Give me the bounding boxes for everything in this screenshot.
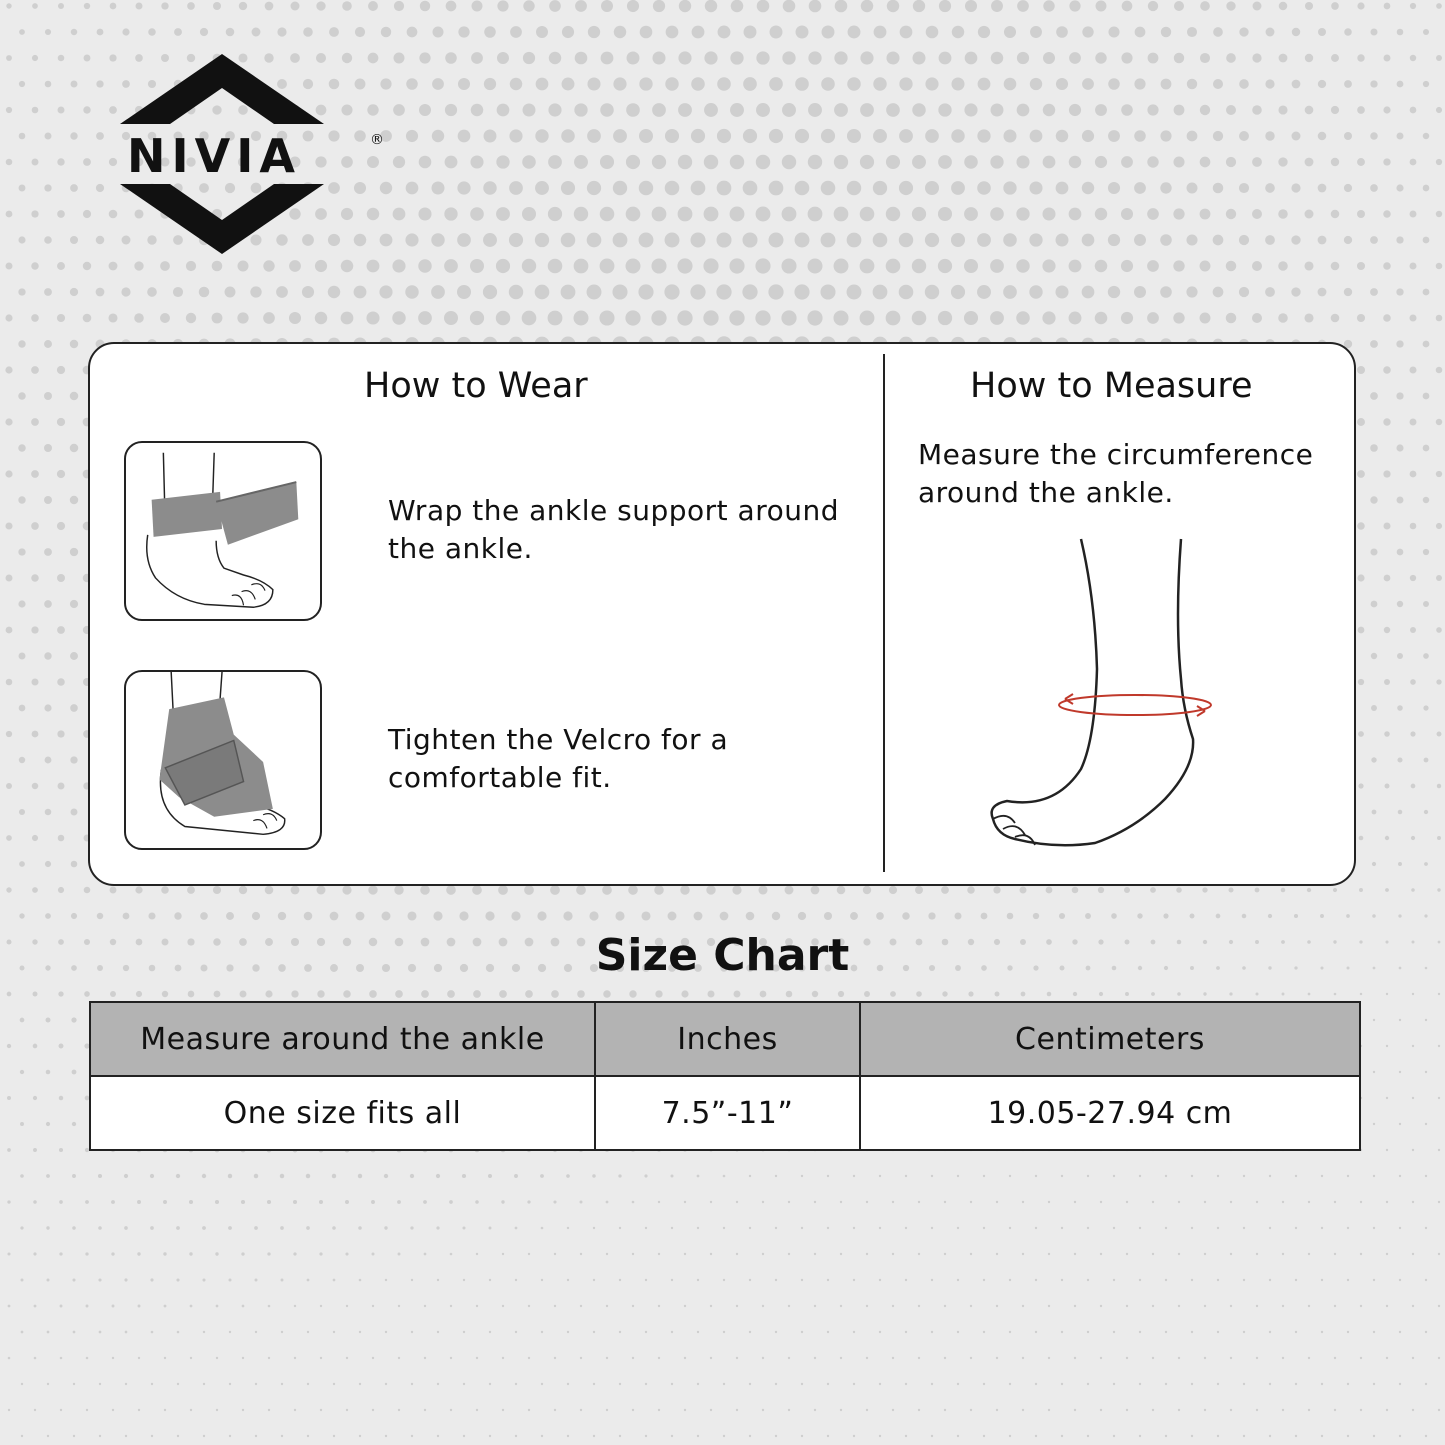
header-centimeters: Centimeters [860, 1002, 1360, 1076]
tighten-velcro-illustration [124, 670, 322, 850]
cell-size: One size fits all [90, 1076, 595, 1150]
table-header-row [90, 1002, 1360, 1076]
size-chart-table [89, 1001, 1361, 1151]
table-row [90, 1076, 1360, 1150]
svg-text:NIVIA: NIVIA [127, 129, 301, 183]
header-inches: Inches [595, 1002, 860, 1076]
cell-inches: 7.5”-11” [595, 1076, 860, 1150]
instructions-card [88, 342, 1356, 886]
wrap-ankle-illustration [124, 441, 322, 621]
step-1-text: Wrap the ankle support around the ankle. [388, 494, 840, 565]
nivia-logo [64, 52, 384, 256]
step-2-text: Tighten the Velcro for a comfortable fit. [388, 723, 729, 794]
cell-centimeters: 19.05-27.94 cm [860, 1076, 1360, 1150]
ankle-measurement-illustration [985, 539, 1225, 859]
header-measure: Measure around the ankle [90, 1002, 595, 1076]
svg-text:®: ® [370, 132, 384, 148]
measure-instruction-text: Measure the circumference around the ankle. [918, 438, 1314, 509]
size-chart-title: Size Chart [595, 930, 850, 981]
how-to-measure-title: How to Measure [970, 366, 1253, 406]
panel-divider [883, 354, 885, 872]
how-to-wear-title: How to Wear [364, 366, 588, 406]
